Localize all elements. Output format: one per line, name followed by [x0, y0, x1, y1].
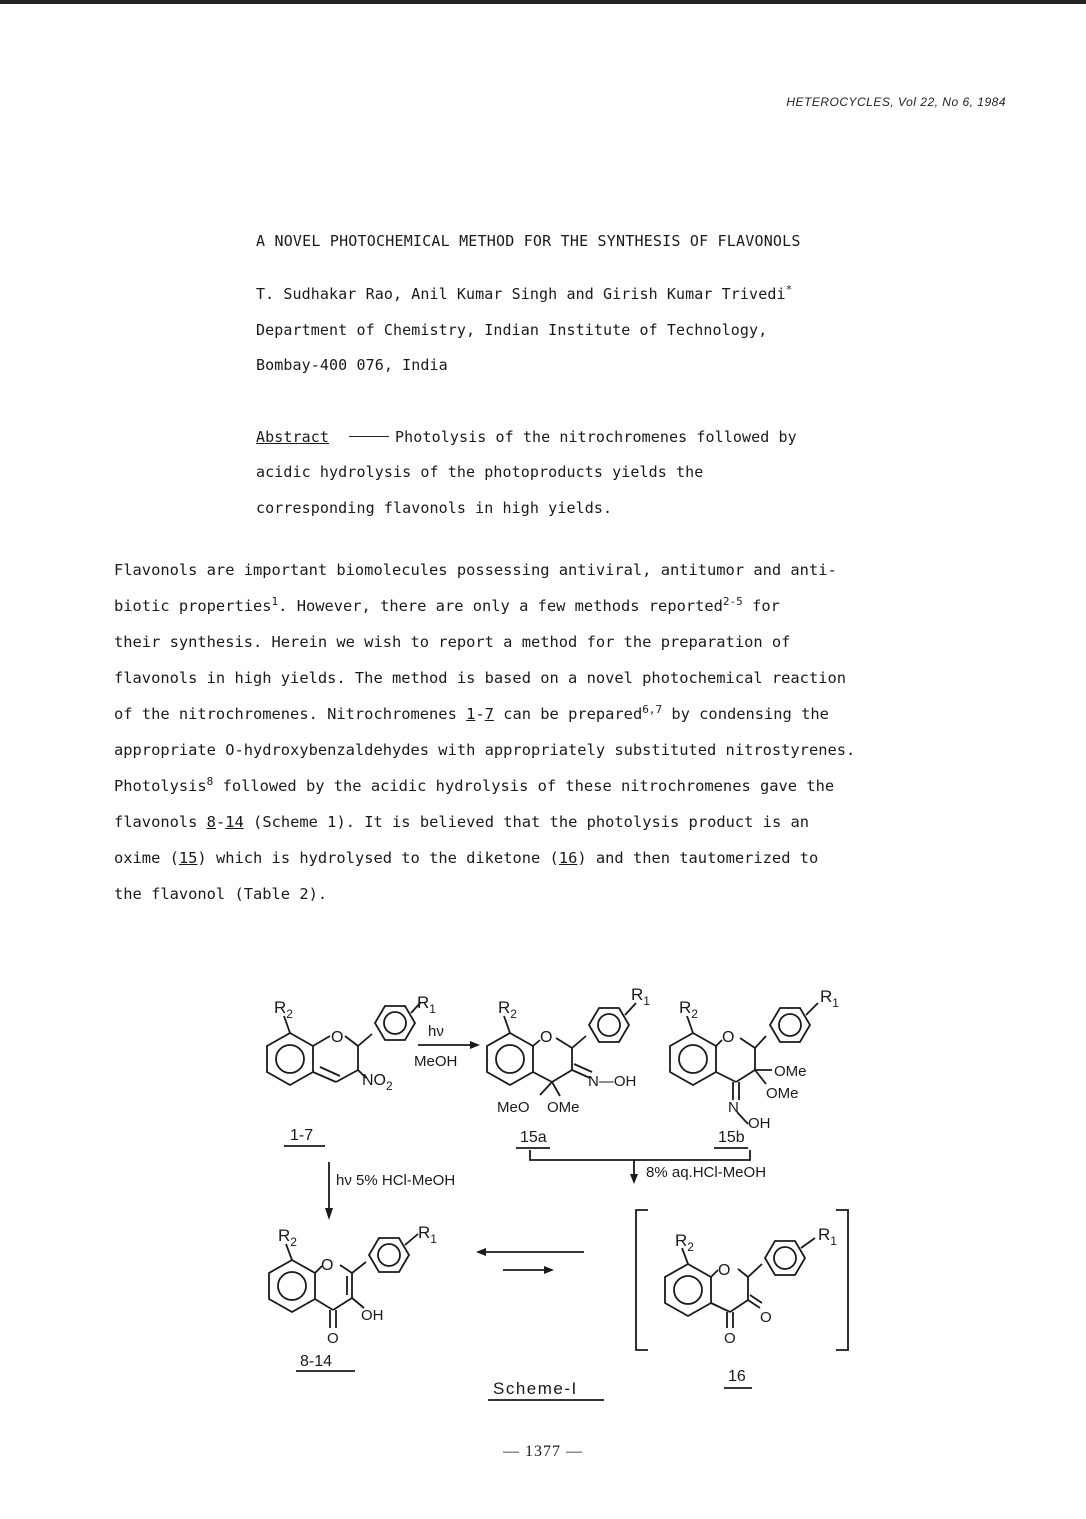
ketone-label: O	[760, 1309, 772, 1326]
nitrogen-label: N	[728, 1099, 739, 1116]
body-line: appropriate O-hydroxybenzaldehydes with appropriately substituted nitrostyrenes.	[114, 741, 856, 759]
authors: T. Sudhakar Rao, Anil Kumar Singh and Girish Kumar Trivedi*	[256, 283, 793, 303]
compound-15b	[670, 987, 839, 1132]
direct-condition: hν 5% HCl-MeOH	[336, 1172, 456, 1189]
affiliation-line-1: Department of Chemistry, Indian Institute of Technology,	[256, 321, 768, 339]
compound-15a	[487, 985, 650, 1116]
body-line: the flavonol (Table 2).	[114, 885, 328, 903]
bracket-left	[636, 1210, 648, 1350]
ring-oxygen: O	[321, 1257, 334, 1274]
abstract-line-1: Abstract Photolysis of the nitrochromenes followed by	[256, 428, 797, 446]
r1-label: $R_1$	[417, 993, 436, 1016]
r2-label: $R_2$	[498, 998, 517, 1021]
ring-oxygen: O	[718, 1262, 731, 1279]
body-line: oxime (15) which is hydrolysed to the diketone (16) and then tautomerized to	[114, 849, 819, 867]
label-15a: 15a	[520, 1129, 547, 1146]
abstract-line-2: acidic hydrolysis of the photoproducts yields the	[256, 463, 704, 481]
methoxy-label: OMe	[774, 1063, 807, 1080]
methoxy-label: OMe	[547, 1099, 580, 1116]
meoh-label: MeOH	[414, 1053, 458, 1070]
r2-label: $R_2$	[274, 998, 293, 1021]
scheme-caption: Scheme-I	[493, 1379, 578, 1398]
hydrolysis-condition: 8% aq.HCl-MeOH	[646, 1164, 767, 1181]
body-line: their synthesis. Herein we wish to report a method for the preparation of	[114, 633, 791, 651]
body-line: flavonols 8-14 (Scheme 1). It is believed that the photolysis product is an	[114, 813, 810, 831]
arrow-photolysis	[414, 1023, 480, 1070]
body-line: Photolysis$^8$ followed by the acidic hydrolysis of these nitrochromenes gave the	[114, 775, 835, 795]
body-line: of the nitrochromenes. Nitrochromenes 1-7 can be prepared$^{6,7}$ by condensing the	[114, 703, 829, 723]
equilibrium-arrows	[476, 1248, 584, 1274]
r2-label: $R_2$	[675, 1231, 694, 1254]
r2-label: $R_2$	[679, 998, 698, 1021]
abstract-label: Abstract	[256, 428, 330, 446]
carbonyl-label: O	[327, 1330, 339, 1347]
label-15b: 15b	[718, 1129, 745, 1146]
body-line: Flavonols are important biomolecules possessing antiviral, antitumor and anti-	[114, 561, 837, 579]
abstract-line-3: corresponding flavonols in high yields.	[256, 499, 613, 517]
label-1-7: 1-7	[290, 1127, 314, 1144]
compound-8-14	[269, 1223, 437, 1347]
body-line: biotic properties$^1$. However, there are only a few methods reported$^{2-5}$ for	[114, 595, 780, 615]
r1-label: $R_1$	[818, 1225, 837, 1248]
arrowhead	[630, 1174, 638, 1184]
affiliation-line-2: Bombay-400 076, India	[256, 356, 448, 374]
r1-label: $R_1$	[631, 985, 650, 1008]
article-title: A NOVEL PHOTOCHEMICAL METHOD FOR THE SYNTHESIS OF FLAVONOLS	[256, 232, 801, 250]
r1-label: $R_1$	[418, 1223, 437, 1246]
journal-header: HETEROCYCLES, Vol 22, No 6, 1984	[786, 95, 1006, 109]
ring-oxygen: O	[331, 1029, 344, 1046]
ring-oxygen: O	[540, 1029, 553, 1046]
join-bracket	[530, 1150, 750, 1160]
oxime-label: N—OH	[588, 1073, 637, 1090]
label-16: 16	[728, 1368, 746, 1385]
body-line: flavonols in high yields. The method is based on a novel photochemical reaction	[114, 669, 847, 687]
hydroxyl-label: OH	[361, 1307, 384, 1324]
hv-label: hν	[428, 1023, 444, 1040]
nitro-label: $NO_2$	[362, 1072, 393, 1093]
methoxy-label: MeO	[497, 1099, 530, 1116]
compound-1-7	[267, 993, 436, 1093]
page-number: — 1377 —	[503, 1443, 583, 1460]
label-8-14: 8-14	[300, 1353, 333, 1370]
carbonyl-label: O	[724, 1330, 736, 1347]
ring-oxygen: O	[722, 1029, 735, 1046]
compound-16	[665, 1225, 837, 1347]
arrowhead	[325, 1208, 333, 1220]
methoxy-label: OMe	[766, 1085, 799, 1102]
r1-label: $R_1$	[820, 987, 839, 1010]
bracket-right	[836, 1210, 848, 1350]
r2-label: $R_2$	[278, 1226, 297, 1249]
hydroxyl-label: OH	[748, 1115, 771, 1132]
